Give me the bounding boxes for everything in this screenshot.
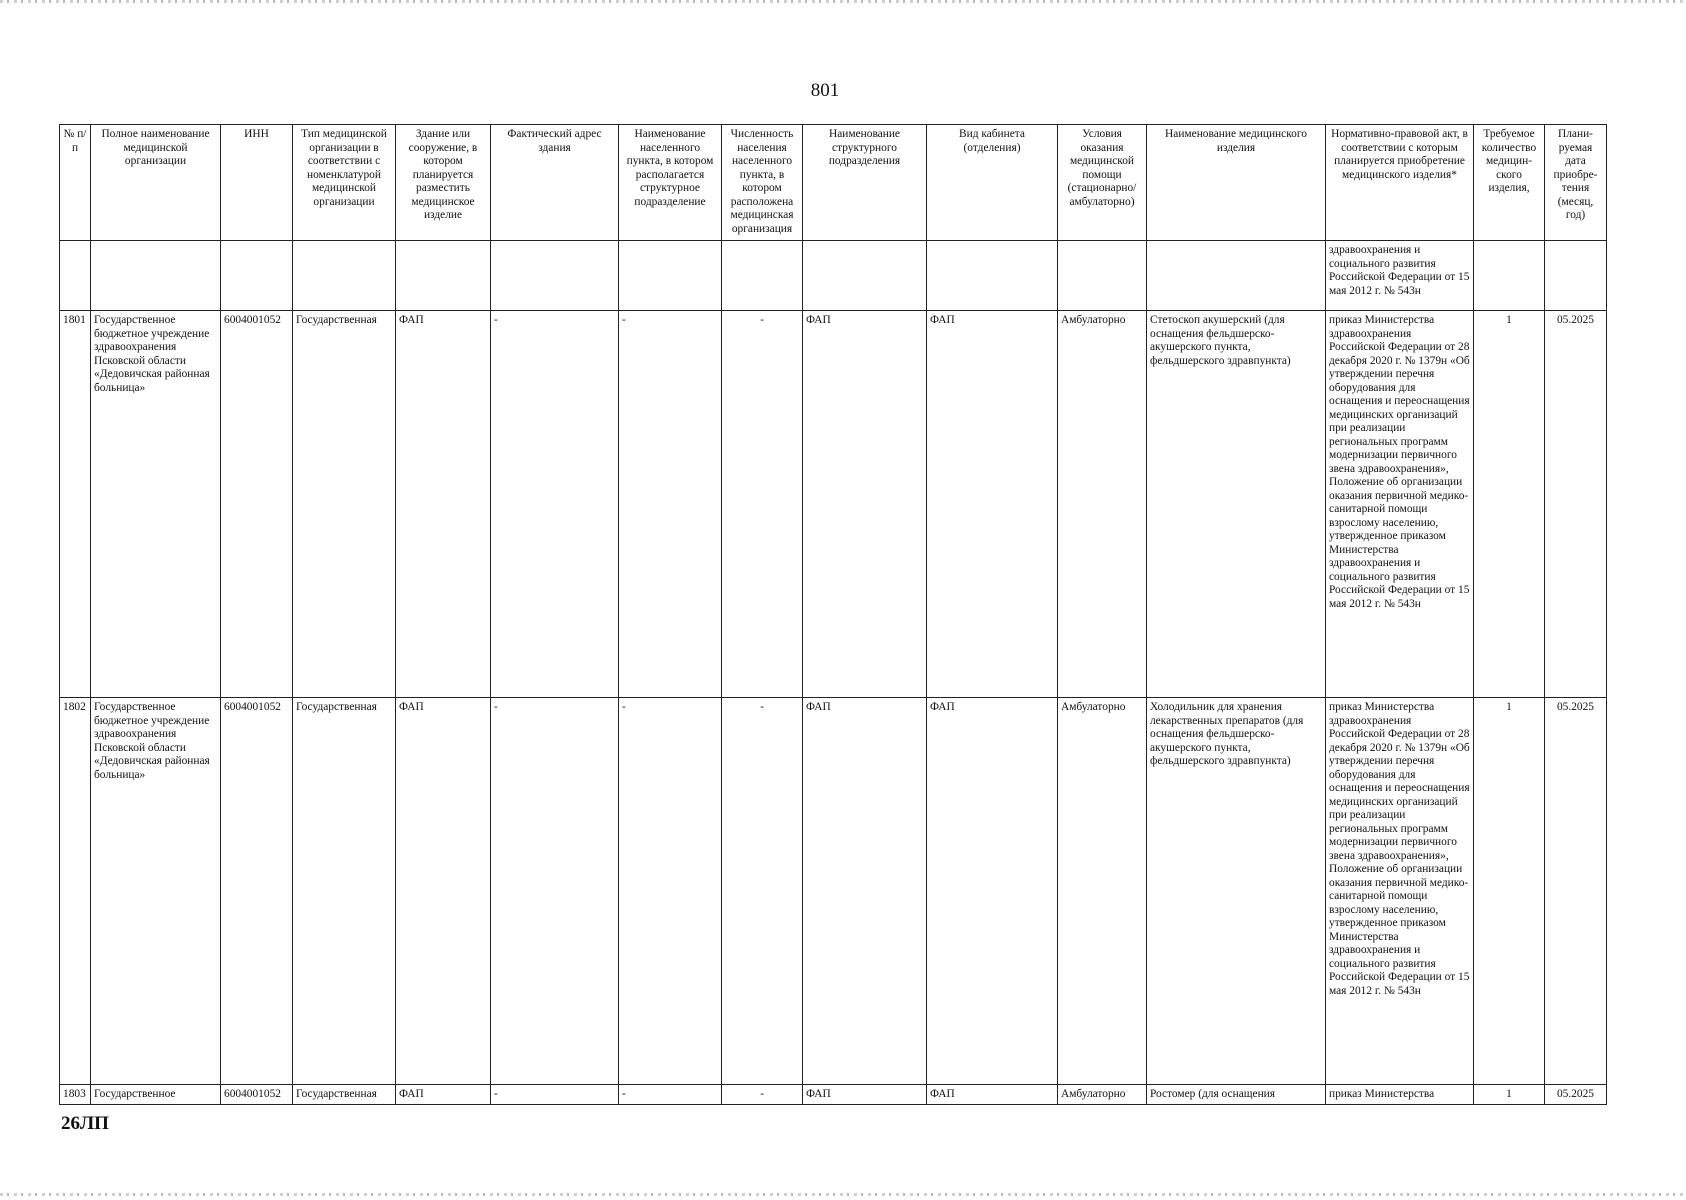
- table-row-continuation: [60, 241, 1607, 311]
- equipment-table: [59, 124, 1607, 1105]
- header-qty: Требуемое количество медицин-ского изделия,: [1474, 125, 1545, 241]
- cell-date: 05.2025: [1545, 311, 1607, 698]
- cell-date: 05.2025: [1545, 1085, 1607, 1105]
- cell-population: -: [722, 698, 803, 1085]
- cell-settlement: -: [619, 311, 722, 698]
- header-inn: ИНН: [221, 125, 293, 241]
- cell-empty: [293, 241, 396, 311]
- cell-conditions: Амбулаторно: [1058, 1085, 1147, 1105]
- header-device: Наименование медицинского изделия: [1147, 125, 1326, 241]
- cell-act: приказ Министерства: [1326, 1085, 1474, 1105]
- header-conditions: Условия оказания медицинской помощи (стационарно/ амбулаторно): [1058, 125, 1147, 241]
- header-address: Фактический адрес здания: [491, 125, 619, 241]
- cell-date: 05.2025: [1545, 698, 1607, 1085]
- cell-inn: 6004001052: [221, 698, 293, 1085]
- cell-building: ФАП: [396, 1085, 491, 1105]
- cell-act: приказ Министерства здравоохранения Российской Федерации от 28 декабря 2020 г. № 1379н «Об утверждении перечня оборудования для оснащения и переоснащения медицинских организаций при реализации региональных программ модернизации первичного звена здравоохранения», Положение об организации оказания первичной медико-санитарной помощи взрослому населению, утвержденное приказом Министерства здравоохранения и социального развития Российской Федерации от 15 мая 2012 г. № 543н: [1326, 698, 1474, 1085]
- cell-cabinet: ФАП: [927, 698, 1058, 1085]
- cell-unit: ФАП: [803, 1085, 927, 1105]
- cell-device: Холодильник для хранения лекарственных препаратов (для оснащения фельдшерско-акушерского пункта, фельдшерского здравпункта): [1147, 698, 1326, 1085]
- cell-cabinet: ФАП: [927, 1085, 1058, 1105]
- cell-empty: [1474, 241, 1545, 311]
- header-act: Нормативно-правовой акт, в соответствии с которым планируется приобретение медицинского изделия*: [1326, 125, 1474, 241]
- cell-qty: 1: [1474, 698, 1545, 1085]
- cell-conditions: Амбулаторно: [1058, 311, 1147, 698]
- cell-device: Стетоскоп акушерский (для оснащения фельдшерско-акушерского пункта, фельдшерского здравпункта): [1147, 311, 1326, 698]
- cell-population: -: [722, 1085, 803, 1105]
- cell-org: Государственное бюджетное учреждение здравоохранения Псковской области «Дедовичская районная больница»: [91, 698, 221, 1085]
- cell-settlement: -: [619, 1085, 722, 1105]
- cell-unit: ФАП: [803, 311, 927, 698]
- cell-population: -: [722, 311, 803, 698]
- header-building: Здание или сооружение, в котором планируется разместить медицинское изделие: [396, 125, 491, 241]
- cell-empty: [221, 241, 293, 311]
- table-header-row: [60, 125, 1607, 241]
- scan-artifact-bottom: [0, 1193, 1686, 1196]
- cell-act: приказ Министерства здравоохранения Российской Федерации от 28 декабря 2020 г. № 1379н «Об утверждении перечня оборудования для оснащения и переоснащения медицинских организаций при реализации региональных программ модернизации первичного звена здравоохранения», Положение об организации оказания первичной медико-санитарной помощи взрослому населению, утвержденное приказом Министерства здравоохранения и социального развития Российской Федерации от 15 мая 2012 г. № 543н: [1326, 311, 1474, 698]
- cell-empty: [803, 241, 927, 311]
- cell-conditions: Амбулаторно: [1058, 698, 1147, 1085]
- footer-code: 26ЛП: [61, 1113, 109, 1134]
- header-population: Численность населения населенного пункта, в котором расположена медицинская организация: [722, 125, 803, 241]
- scan-artifact-top: [0, 0, 1686, 3]
- header-cabinet: Вид кабинета (отделения): [927, 125, 1058, 241]
- cell-org: Государственное: [91, 1085, 221, 1105]
- header-unit: Наименование структурного подразделения: [803, 125, 927, 241]
- header-date: Плани-руемая дата приобре-тения (месяц, год): [1545, 125, 1607, 241]
- cell-building: ФАП: [396, 311, 491, 698]
- cell-building: ФАП: [396, 698, 491, 1085]
- header-type: Тип медицинской организации в соответствии с номенклатурой медицинской организации: [293, 125, 396, 241]
- cell-empty: [1545, 241, 1607, 311]
- table-row: [60, 311, 1607, 698]
- header-settlement: Наименование населенного пункта, в котором располагается структурное подразделение: [619, 125, 722, 241]
- cell-type: Государственная: [293, 311, 396, 698]
- cell-empty: [60, 241, 91, 311]
- cell-num: 1803: [60, 1085, 91, 1105]
- header-num: № п/п: [60, 125, 91, 241]
- cell-inn: 6004001052: [221, 1085, 293, 1105]
- cell-type: Государственная: [293, 698, 396, 1085]
- cell-empty: [1147, 241, 1326, 311]
- table-row: [60, 698, 1607, 1085]
- cell-num: 1801: [60, 311, 91, 698]
- cell-cabinet: ФАП: [927, 311, 1058, 698]
- cell-empty: [396, 241, 491, 311]
- cell-qty: 1: [1474, 311, 1545, 698]
- cell-type: Государственная: [293, 1085, 396, 1105]
- cell-device: Ростомер (для оснащения: [1147, 1085, 1326, 1105]
- cell-inn: 6004001052: [221, 311, 293, 698]
- cell-empty: [91, 241, 221, 311]
- page-number: 801: [810, 80, 840, 101]
- cell-empty: [927, 241, 1058, 311]
- cell-empty: [1058, 241, 1147, 311]
- cell-org: Государственное бюджетное учреждение здравоохранения Псковской области «Дедовичская районная больница»: [91, 311, 221, 698]
- cell-address: -: [491, 1085, 619, 1105]
- header-org: Полное наименование медицинской организации: [91, 125, 221, 241]
- cell-address: -: [491, 311, 619, 698]
- table-row: [60, 1085, 1607, 1105]
- cell-qty: 1: [1474, 1085, 1545, 1105]
- cell-unit: ФАП: [803, 698, 927, 1085]
- cell-act: здравоохранения и социального развития Российской Федерации от 15 мая 2012 г. № 543н: [1326, 241, 1474, 311]
- cell-address: -: [491, 698, 619, 1085]
- cell-settlement: -: [619, 698, 722, 1085]
- cell-num: 1802: [60, 698, 91, 1085]
- cell-empty: [491, 241, 619, 311]
- cell-empty: [619, 241, 722, 311]
- cell-empty: [722, 241, 803, 311]
